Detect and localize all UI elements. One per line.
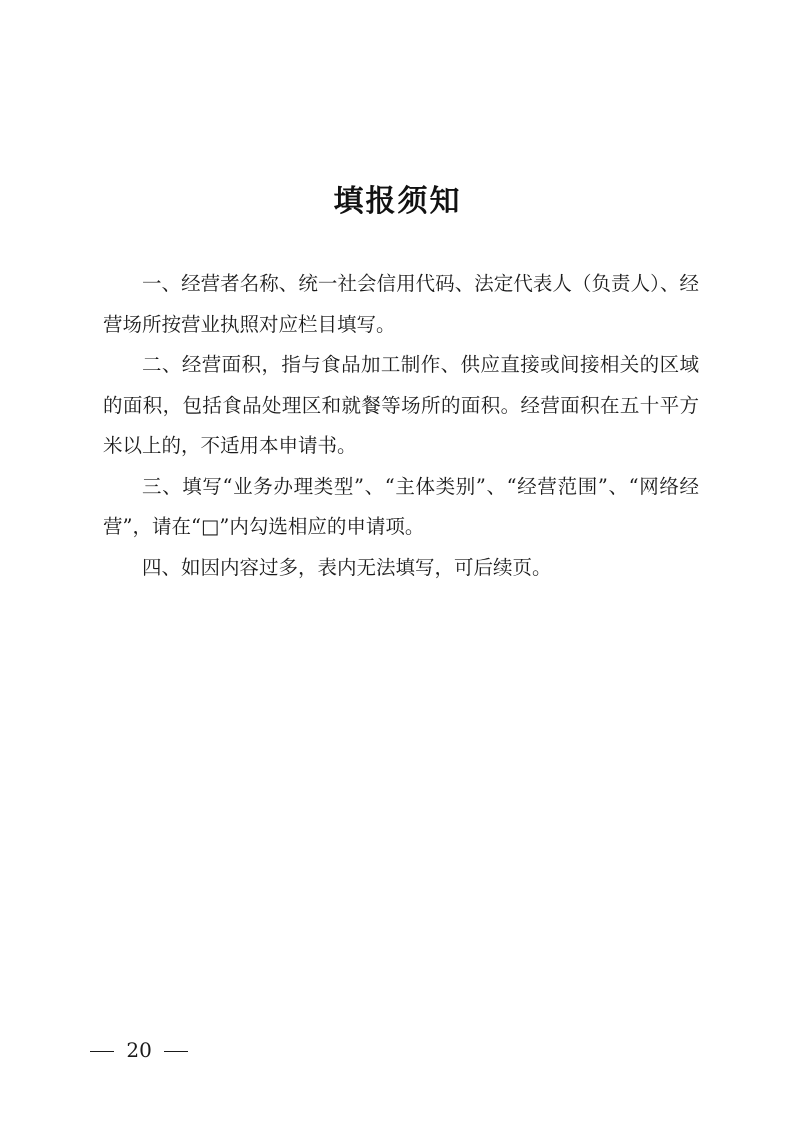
- instruction-paragraph-4: 四、如因内容过多，表内无法填写，可后续页。: [142, 555, 552, 579]
- instruction-paragraph-1: 一、经营者名称、统一社会信用代码、法定代表人（负责人）、经营场所按营业执照对应栏目填写。: [103, 272, 699, 336]
- page-number: [90, 1038, 188, 1062]
- page-title: 填报须知: [333, 184, 462, 219]
- instruction-paragraph-2: 二、经营面积，指与食品加工制作、供应直接或间接相关的区域的面积，包括食品处理区和就餐等场所的面积。经营面积在五十平方米以上的，不适用本申请书。: [103, 353, 699, 457]
- left-dash: [90, 1051, 114, 1052]
- right-dash: [164, 1051, 188, 1052]
- page-number-value: 20: [126, 1038, 152, 1062]
- instructions-body: [103, 264, 699, 588]
- instruction-paragraph-3: 三、填写“业务办理类型”、“主体类别”、“经营范围”、“网络经营”，请在“□”内勾选相应的申请项。: [103, 474, 699, 538]
